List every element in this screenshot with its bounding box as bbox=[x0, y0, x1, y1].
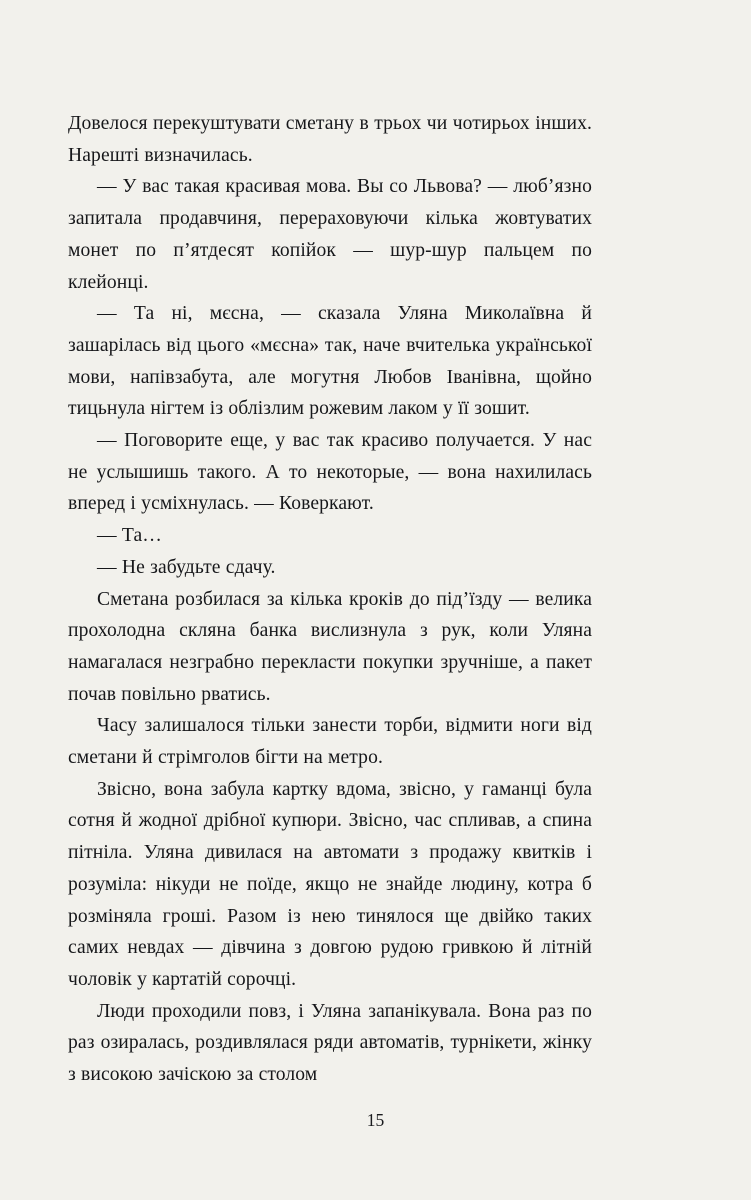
paragraph: — Не забудьте сдачу. bbox=[97, 556, 276, 578]
paragraph: Довелося перекуштувати сметану в трьох чи чотирьох інших. Нарешті визначилась. bbox=[68, 113, 592, 166]
paragraph: Звісно, вона забула картку вдома, звісно, у гаманці була сотня й жодної дрібної купюри. Звісно, час спливав, а спина пітніла. Уляна дивилася на автомати з продажу квитків і розуміла: нікуди не поїде, якщо не знайде людину, котра б розміняла гроші. Разом із нею тинялося ще двійко таких самих невдах — дівчина з довгою рудою гривкою й літній чоловік у картатій сорочці. bbox=[68, 778, 592, 990]
paragraph: Люди проходили повз, і Уляна запанікувала. Вона раз по раз озиралась, роздивлялася ряди автоматів, турнікети, жінку з високою зачіскою за столом bbox=[68, 1000, 592, 1086]
paragraph: — Та… bbox=[97, 525, 162, 547]
paragraph: Сметана розбилася за кілька кроків до під’їзду — велика прохолодна скляна банка вислизнула з рук, коли Уляна намагалася незграбно перекласти покупки зручніше, а пакет почав повільно рватись. bbox=[68, 588, 592, 705]
paragraph: Часу залишалося тільки занести торби, відмити ноги від сметани й стрімголов бігти на метро. bbox=[68, 715, 592, 769]
paragraph: — Та ні, мєсна, — сказала Уляна Миколаївна й зашарілась від цього «мєсна» так, наче вчителька української мови, напівзабута, але могутня Любов Іванівна, щойно тицьнула нігтем із облізлим рожевим лаком у її зошит. bbox=[68, 303, 592, 420]
page-number: 15 bbox=[366, 1110, 385, 1130]
paragraph: — У вас такая красивая мова. Вы со Львова? — люб’язно запитала продавчиня, перераховуючи кілька жовтуватих монет по п’ятдесят копійок — шур-шур пальцем по клейонці. bbox=[68, 176, 592, 293]
page-text-block bbox=[68, 108, 592, 1091]
paragraph: — Поговорите еще, у вас так красиво получается. У нас не услышишь такого. А то некоторые, — вона нахилилась вперед і усміхнулась. — Коверкают. bbox=[68, 430, 592, 515]
